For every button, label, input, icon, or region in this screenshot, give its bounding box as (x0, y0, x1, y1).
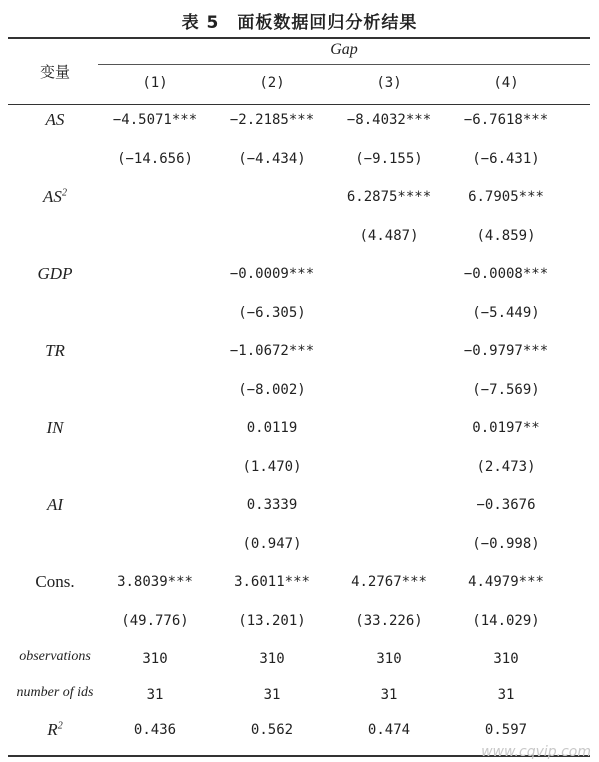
row-label (8, 685, 102, 701)
t-stat-cell: (4.487) (359, 227, 419, 244)
t-stat-cell: (−14.656) (117, 150, 193, 167)
column-header-1: (1) (142, 75, 168, 91)
stat-cell: 31 (380, 686, 398, 703)
row-label-text: IN (46, 418, 64, 437)
t-stat-cell: (13.201) (238, 612, 306, 629)
column-header-2: (2) (259, 75, 285, 91)
row-label-text: R (47, 720, 58, 739)
stat-cell: 0.562 (250, 722, 294, 738)
coefficient-cell: −1.0672*** (229, 343, 315, 359)
watermark: www.cqvip.com (481, 744, 591, 760)
coefficient-cell: −0.0008*** (463, 266, 549, 282)
t-stat-cell: (−4.434) (238, 150, 306, 167)
stat-cell: 31 (497, 686, 515, 703)
row-label-text: AS (43, 187, 62, 206)
t-stat-cell: (0.947) (242, 535, 302, 552)
t-stat-cell: (−9.155) (355, 150, 423, 167)
row-label (8, 720, 102, 740)
stat-cell: 0.436 (133, 722, 177, 738)
table-number: 表 5 (181, 13, 220, 33)
coefficient-cell: 4.4979*** (468, 574, 544, 590)
row-label-text: AI (46, 495, 64, 514)
t-stat-cell: (33.226) (355, 612, 423, 629)
coefficient-cell: 0.0119 (246, 420, 298, 436)
table-title (0, 8, 599, 33)
coefficient-cell: −2.2185*** (229, 112, 315, 128)
t-stat-cell: (−8.002) (238, 381, 306, 398)
coefficient-cell: −8.4032*** (346, 112, 432, 128)
row-label (8, 110, 102, 130)
top-rule (8, 37, 590, 39)
row-label-text: AS (45, 110, 65, 129)
row-label-text: TR (45, 341, 65, 360)
coefficient-cell: −0.3676 (476, 497, 536, 513)
group-underline (98, 64, 590, 65)
coefficient-cell: −6.7618*** (463, 112, 549, 128)
stat-cell: 31 (263, 686, 281, 703)
coefficient-cell: 0.3339 (246, 497, 298, 513)
group-header: Gap (330, 41, 358, 58)
stat-cell: 0.474 (367, 722, 411, 738)
coefficient-cell: −0.9797*** (463, 343, 549, 359)
row-label (8, 187, 102, 207)
coefficient-cell: 3.6011*** (234, 574, 310, 590)
t-stat-cell: (4.859) (476, 227, 536, 244)
row-label-text: number of ids (16, 684, 94, 700)
t-stat-cell: (−0.998) (472, 535, 540, 552)
coefficient-cell: 6.2875**** (346, 189, 432, 205)
stat-cell: 310 (376, 651, 402, 667)
stat-cell: 310 (259, 651, 285, 667)
stat-cell: 31 (146, 686, 164, 703)
t-stat-cell: (−5.449) (472, 304, 540, 321)
row-label-text: observations (19, 649, 91, 664)
row-label (8, 649, 102, 665)
coefficient-cell: 3.8039*** (117, 574, 193, 590)
table-caption: 面板数据回归分析结果 (237, 13, 418, 33)
coefficient-cell: 0.0197** (472, 420, 540, 436)
row-label (8, 341, 102, 361)
header-rule (8, 104, 590, 105)
stat-cell: 310 (493, 651, 519, 667)
coefficient-cell: −4.5071*** (112, 112, 198, 128)
row-label-superscript: 2 (57, 720, 63, 732)
variable-header: 变量 (39, 63, 70, 81)
row-label-text: Cons. (35, 572, 75, 591)
coefficient-cell: 4.2767*** (351, 574, 427, 590)
row-label (8, 264, 102, 284)
coefficient-cell: −0.0009*** (229, 266, 315, 282)
t-stat-cell: (14.029) (472, 612, 540, 629)
row-label-superscript: 2 (61, 187, 67, 199)
t-stat-cell: (−6.431) (472, 150, 540, 167)
column-header-4: (4) (493, 75, 519, 91)
t-stat-cell: (1.470) (242, 458, 302, 475)
t-stat-cell: (−7.569) (472, 381, 540, 398)
coefficient-cell: 6.7905*** (468, 189, 544, 205)
t-stat-cell: (2.473) (476, 458, 536, 475)
row-label-text: GDP (37, 264, 73, 283)
row-label (8, 572, 102, 592)
row-label (8, 418, 102, 438)
t-stat-cell: (−6.305) (238, 304, 306, 321)
row-label (8, 495, 102, 515)
column-header-3: (3) (376, 75, 402, 91)
stat-cell: 310 (142, 651, 168, 667)
t-stat-cell: (49.776) (121, 612, 189, 629)
stat-cell: 0.597 (484, 722, 528, 738)
